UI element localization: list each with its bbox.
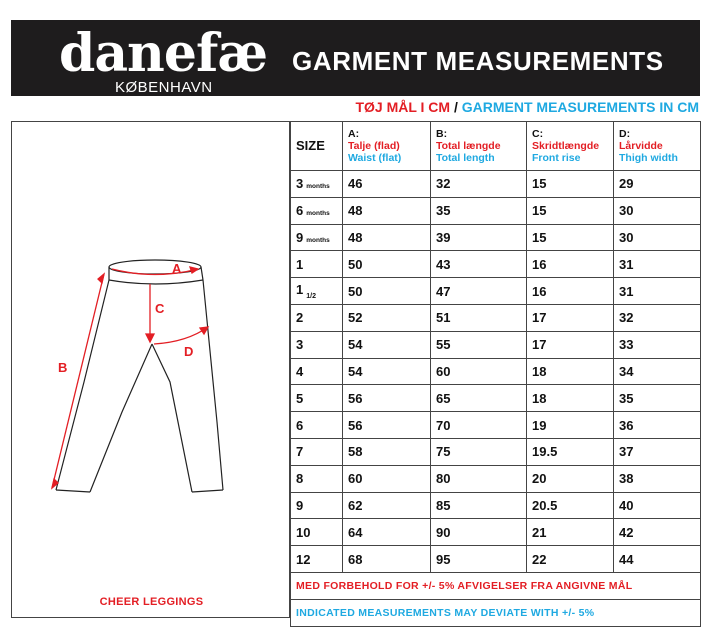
subtitle-danish: TØJ MÅL I CM [355,99,451,115]
measurement-cell: 50 [343,278,431,305]
table-row [291,519,701,546]
measurement-cell: 30 [614,224,701,251]
left-leg-inner [90,344,152,492]
measure-b-line [52,274,104,488]
diagram-panel [11,121,290,618]
size-cell: 3 [291,331,343,358]
measurement-cell: 43 [431,251,527,278]
measurement-cell: 48 [343,224,431,251]
table-row [291,278,701,305]
right-leg-inner [152,344,192,492]
size-cell: 12 [291,546,343,573]
size-cell: 4 [291,358,343,385]
left-leg-outer [56,280,109,490]
measurement-cell: 34 [614,358,701,385]
measurement-cell: 21 [527,519,614,546]
subtitle-english: GARMENT MEASUREMENTS IN CM [461,99,699,115]
column-header-a: A: Talje (flad) Waist (flat) [343,122,431,171]
size-cell: 10 [291,519,343,546]
measurement-cell: 17 [527,331,614,358]
header-banner [11,20,700,96]
measurement-cell: 17 [527,304,614,331]
size-cell: 1 [291,251,343,278]
measurement-cell: 50 [343,251,431,278]
size-cell: 6 months [291,197,343,224]
measurement-cell: 75 [431,438,527,465]
waistband-right [201,267,203,280]
right-leg-outer [203,280,223,490]
note-danish-row [291,572,701,599]
size-cell: 1 $_{1/2}$ [291,278,343,305]
brand-city: KØBENHAVN [115,79,213,96]
measurement-cell: 22 [527,546,614,573]
label-b: B [58,360,68,375]
measurement-cell: 70 [431,412,527,439]
size-header: SIZE [291,122,343,171]
measure-c-arrow [146,334,154,342]
column-header-c: C: Skridtlængde Front rise [527,122,614,171]
measurement-cell: 33 [614,331,701,358]
measurement-cell: 16 [527,278,614,305]
size-cell: 5 [291,385,343,412]
measurement-cell: 31 [614,278,701,305]
leggings-drawing [12,122,291,619]
measurement-cell: 20.5 [527,492,614,519]
size-cell: 2 [291,304,343,331]
measurement-cell: 65 [431,385,527,412]
measurement-cell: 31 [614,251,701,278]
table-row [291,304,701,331]
table-header-row [291,122,701,171]
table-row [291,331,701,358]
table-row [291,358,701,385]
size-cell: 3 months [291,171,343,198]
measurement-cell: 51 [431,304,527,331]
measurement-cell: 46 [343,171,431,198]
table-row [291,465,701,492]
measurement-cell: 39 [431,224,527,251]
measure-d-arrow [200,327,208,334]
measurement-cell: 95 [431,546,527,573]
measurement-cell: 68 [343,546,431,573]
measurement-cell: 90 [431,519,527,546]
measurement-cell: 15 [527,224,614,251]
measurement-cell: 18 [527,358,614,385]
table-row [291,171,701,198]
measurement-cell: 32 [614,304,701,331]
measurement-cell: 36 [614,412,701,439]
measurement-cell: 37 [614,438,701,465]
size-cell: 9 [291,492,343,519]
subtitle-separator: / [453,99,458,115]
right-leg-hem [192,490,223,492]
measurements-table [290,121,701,627]
size-cell: 6 [291,412,343,439]
measurement-cell: 42 [614,519,701,546]
table-row [291,412,701,439]
measurement-cell: 64 [343,519,431,546]
label-a: A [172,261,182,276]
table-row [291,224,701,251]
note-english-row [291,599,701,626]
column-header-b: B: Total længde Total length [431,122,527,171]
measurement-cell: 18 [527,385,614,412]
measurement-cell: 60 [431,358,527,385]
measurement-cell: 80 [431,465,527,492]
table-row [291,438,701,465]
measurement-cell: 58 [343,438,431,465]
measurement-cell: 47 [431,278,527,305]
measurement-cell: 44 [614,546,701,573]
measurement-cell: 35 [431,197,527,224]
table-row [291,546,701,573]
product-name: CHEER LEGGINGS [99,596,204,608]
measurement-cell: 54 [343,358,431,385]
measurement-cell: 20 [527,465,614,492]
measurement-cell: 29 [614,171,701,198]
left-leg-hem [56,490,90,492]
size-cell: 9 months [291,224,343,251]
size-cell: 7 [291,438,343,465]
measurement-cell: 38 [614,465,701,492]
table-row [291,197,701,224]
measurement-cell: 16 [527,251,614,278]
measure-b-arrow-top [98,274,104,283]
measurement-cell: 48 [343,197,431,224]
table-row [291,385,701,412]
measurement-cell: 56 [343,385,431,412]
measurement-cell: 40 [614,492,701,519]
size-cell: 8 [291,465,343,492]
measurement-cell: 54 [343,331,431,358]
measure-d-line [154,327,208,344]
label-c: C [155,301,165,316]
measurement-cell: 52 [343,304,431,331]
column-header-d: D: Lårvidde Thigh width [614,122,701,171]
measurement-cell: 60 [343,465,431,492]
measurement-cell: 30 [614,197,701,224]
measure-a-arrow [190,267,198,273]
measurement-cell: 35 [614,385,701,412]
brand-logo: danefæ [59,23,268,84]
measurement-cell: 56 [343,412,431,439]
waistband-bottom [109,280,203,284]
table-row [291,492,701,519]
note-english: INDICATED MEASUREMENTS MAY DEVIATE WITH +/- 5% [291,599,701,626]
measurement-cell: 55 [431,331,527,358]
measurement-cell: 19 [527,412,614,439]
measurement-cell: 19.5 [527,438,614,465]
label-d: D [184,344,194,359]
subtitle [355,99,699,115]
note-danish: MED FORBEHOLD FOR +/- 5% AFVIGELSER FRA ANGIVNE MÅL [291,572,701,599]
measurement-cell: 85 [431,492,527,519]
measurement-cell: 62 [343,492,431,519]
measurement-cell: 32 [431,171,527,198]
measurement-cell: 15 [527,197,614,224]
page-title: GARMENT MEASUREMENTS [292,46,664,76]
measurement-cell: 15 [527,171,614,198]
table-row [291,251,701,278]
